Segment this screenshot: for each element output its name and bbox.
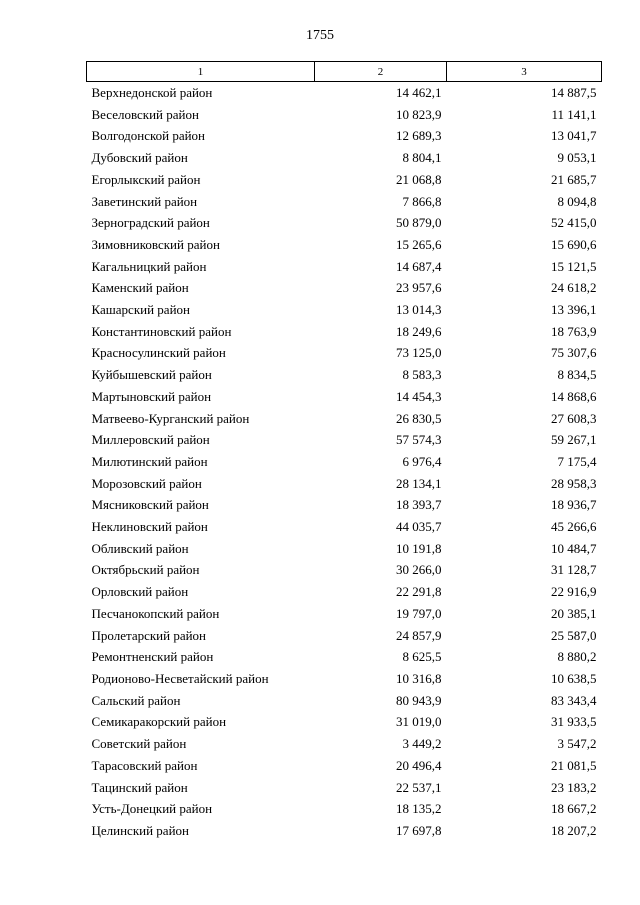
- district-name-cell: Волгодонской район: [91, 128, 206, 144]
- district-name-cell: Семикаракорский район: [91, 714, 227, 730]
- value-col2-cell: 18 135,2: [396, 801, 442, 817]
- value-col3-cell: 24 618,2: [551, 280, 597, 296]
- district-name-cell: Усть-Донецкий район: [91, 801, 213, 817]
- district-name-cell: Обливский район: [91, 540, 189, 556]
- value-col3-cell: 45 266,6: [551, 519, 597, 535]
- value-col2-cell: 6 976,4: [402, 453, 442, 469]
- table-row: [87, 169, 602, 191]
- district-name-cell: Песчанокопский район: [91, 605, 220, 621]
- value-col2-cell: 15 265,6: [396, 236, 442, 252]
- value-col3-cell: 14 887,5: [551, 85, 597, 100]
- value-col3-cell: 15 121,5: [551, 258, 597, 274]
- table-row: [87, 559, 602, 581]
- value-col3-cell: 3 547,2: [557, 736, 597, 752]
- table-row: [87, 321, 602, 343]
- value-col2-cell: 14 454,3: [396, 388, 442, 404]
- district-name-cell: Родионово-Несветайский район: [91, 670, 269, 686]
- value-col3-cell: 21 685,7: [551, 171, 597, 187]
- table-header: [87, 62, 602, 82]
- value-col2-cell: 50 879,0: [396, 215, 442, 231]
- district-name-cell: Заветинский район: [91, 193, 198, 209]
- value-col2-cell: 73 125,0: [396, 345, 442, 361]
- table-row: [87, 711, 602, 733]
- value-col2-cell: 31 019,0: [396, 714, 442, 730]
- value-col3-cell: 14 868,6: [551, 388, 597, 404]
- value-col3-cell: 59 267,1: [551, 432, 597, 448]
- table-row: [87, 516, 602, 538]
- value-col2-cell: 12 689,3: [396, 128, 442, 144]
- value-col3-cell: 83 343,4: [551, 692, 597, 708]
- district-name-cell: Егорлыкский район: [91, 171, 201, 187]
- table-row: [87, 646, 602, 668]
- district-name-cell: Зимовниковский район: [91, 236, 220, 252]
- district-name-cell: Миллеровский район: [91, 432, 210, 448]
- district-name-cell: Пролетарский район: [91, 627, 207, 643]
- district-name-cell: Советский район: [91, 736, 187, 752]
- value-col2-cell: 30 266,0: [396, 562, 442, 578]
- value-col3-cell: 22 916,9: [551, 584, 597, 600]
- value-col3-cell: 13 396,1: [551, 302, 597, 318]
- value-col3-cell: 21 081,5: [551, 757, 597, 773]
- table-row: [87, 690, 602, 712]
- value-col3-cell: 28 958,3: [551, 475, 597, 491]
- table-row: [87, 733, 602, 755]
- value-col2-cell: 80 943,9: [396, 692, 442, 708]
- value-col2-cell: 14 687,4: [396, 258, 442, 274]
- table-row: [87, 408, 602, 430]
- district-name-cell: Красносулинский район: [91, 345, 226, 361]
- value-col2-cell: 23 957,6: [396, 280, 442, 296]
- value-col3-cell: 52 415,0: [551, 215, 597, 231]
- district-name-cell: Кагальницкий район: [91, 258, 207, 274]
- table-row: [87, 342, 602, 364]
- table-row: [87, 603, 602, 625]
- district-name-cell: Сальский район: [91, 692, 181, 708]
- value-col3-cell: 10 484,7: [551, 540, 597, 556]
- table-row: [87, 212, 602, 234]
- district-name-cell: Мясниковский район: [91, 497, 209, 513]
- value-col2-cell: 10 316,8: [396, 670, 442, 686]
- value-col3-cell: 13 041,7: [551, 128, 597, 144]
- district-name-cell: Зерноградский район: [91, 215, 210, 231]
- value-col2-cell: 18 249,6: [396, 323, 442, 339]
- district-name-cell: Орловский район: [91, 584, 189, 600]
- column-header-1: 1: [87, 62, 315, 82]
- district-name-cell: Октябрьский район: [91, 562, 200, 578]
- column-header-3: 3: [447, 62, 602, 82]
- table-row: [87, 234, 602, 256]
- value-col3-cell: 18 207,2: [551, 822, 597, 838]
- table-row: [87, 191, 602, 213]
- value-col2-cell: 8 625,5: [402, 649, 442, 665]
- table-row: [87, 429, 602, 451]
- value-col2-cell: 24 857,9: [396, 627, 442, 643]
- value-col3-cell: 31 128,7: [551, 562, 597, 578]
- value-col3-cell: 25 587,0: [551, 627, 597, 643]
- table-row: [87, 364, 602, 386]
- table-row: [87, 277, 602, 299]
- district-name-cell: Верхнедонской район: [91, 85, 213, 100]
- district-name-cell: Каменский район: [91, 280, 189, 296]
- value-col2-cell: 7 866,8: [402, 193, 442, 209]
- value-col2-cell: 8 583,3: [402, 367, 442, 383]
- value-col2-cell: 28 134,1: [396, 475, 442, 491]
- district-name-cell: Матвеево-Курганский район: [91, 410, 250, 426]
- table-row: [87, 494, 602, 516]
- value-col2-cell: 10 191,8: [396, 540, 442, 556]
- value-col3-cell: 8 094,8: [557, 193, 597, 209]
- value-col3-cell: 9 053,1: [557, 150, 597, 166]
- district-name-cell: Константиновский район: [91, 323, 232, 339]
- value-col3-cell: 18 936,7: [551, 497, 597, 513]
- table-row: [87, 625, 602, 647]
- value-col2-cell: 19 797,0: [396, 605, 442, 621]
- header-row: [87, 62, 602, 82]
- value-col3-cell: 75 307,6: [551, 345, 597, 361]
- district-name-cell: Дубовский район: [91, 150, 188, 166]
- district-name-cell: Ремонтненский район: [91, 649, 214, 665]
- value-col2-cell: 14 462,1: [396, 85, 442, 100]
- table-row: [87, 798, 602, 820]
- value-col3-cell: 18 667,2: [551, 801, 597, 817]
- value-col3-cell: 8 880,2: [557, 649, 597, 665]
- district-name-cell: Тацинский район: [91, 779, 188, 795]
- table-row: [87, 256, 602, 278]
- value-col2-cell: 17 697,8: [396, 822, 442, 838]
- district-table: [86, 61, 602, 842]
- value-col2-cell: 44 035,7: [396, 519, 442, 535]
- value-col3-cell: 27 608,3: [551, 410, 597, 426]
- value-col2-cell: 20 496,4: [396, 757, 442, 773]
- value-col2-cell: 10 823,9: [396, 106, 442, 122]
- value-col2-cell: 3 449,2: [402, 736, 442, 752]
- table-row: [87, 755, 602, 777]
- value-col3-cell: 11 141,1: [551, 106, 597, 122]
- district-name-cell: Тарасовский район: [91, 757, 198, 773]
- table-row: [87, 82, 602, 104]
- value-col3-cell: 10 638,5: [551, 670, 597, 686]
- value-col2-cell: 8 804,1: [402, 150, 442, 166]
- value-col3-cell: 8 834,5: [557, 367, 597, 383]
- value-col2-cell: 57 574,3: [396, 432, 442, 448]
- table-row: [87, 777, 602, 799]
- table-row: [87, 581, 602, 603]
- value-col2-cell: 13 014,3: [396, 302, 442, 318]
- table-row: [87, 473, 602, 495]
- value-col3-cell: 20 385,1: [551, 605, 597, 621]
- value-col2-cell: 22 291,8: [396, 584, 442, 600]
- value-col3-cell: 18 763,9: [551, 323, 597, 339]
- table-row: [87, 538, 602, 560]
- page-number: 1755: [306, 28, 334, 43]
- district-name-cell: Веселовский район: [91, 106, 199, 122]
- value-col2-cell: 22 537,1: [396, 779, 442, 795]
- district-name-cell: Куйбышевский район: [91, 367, 212, 383]
- value-col3-cell: 7 175,4: [557, 453, 597, 469]
- table-row: [87, 125, 602, 147]
- table-row: [87, 104, 602, 126]
- column-header-2: 2: [315, 62, 447, 82]
- value-col2-cell: 18 393,7: [396, 497, 442, 513]
- district-name-cell: Целинский район: [91, 822, 189, 838]
- table-row: [87, 147, 602, 169]
- table-row: [87, 820, 602, 842]
- district-name-cell: Милютинский район: [91, 453, 208, 469]
- value-col3-cell: 31 933,5: [551, 714, 597, 730]
- district-name-cell: Морозовский район: [91, 475, 202, 491]
- value-col2-cell: 21 068,8: [396, 171, 442, 187]
- value-col3-cell: 15 690,6: [551, 236, 597, 252]
- table-row: [87, 299, 602, 321]
- table-row: [87, 668, 602, 690]
- table-body: [87, 82, 602, 842]
- district-name-cell: Мартыновский район: [91, 388, 212, 404]
- value-col2-cell: 26 830,5: [396, 410, 442, 426]
- table-row: [87, 451, 602, 473]
- table-row: [87, 386, 602, 408]
- district-name-cell: Кашарский район: [91, 302, 190, 318]
- district-name-cell: Неклиновский район: [91, 519, 208, 535]
- value-col3-cell: 23 183,2: [551, 779, 597, 795]
